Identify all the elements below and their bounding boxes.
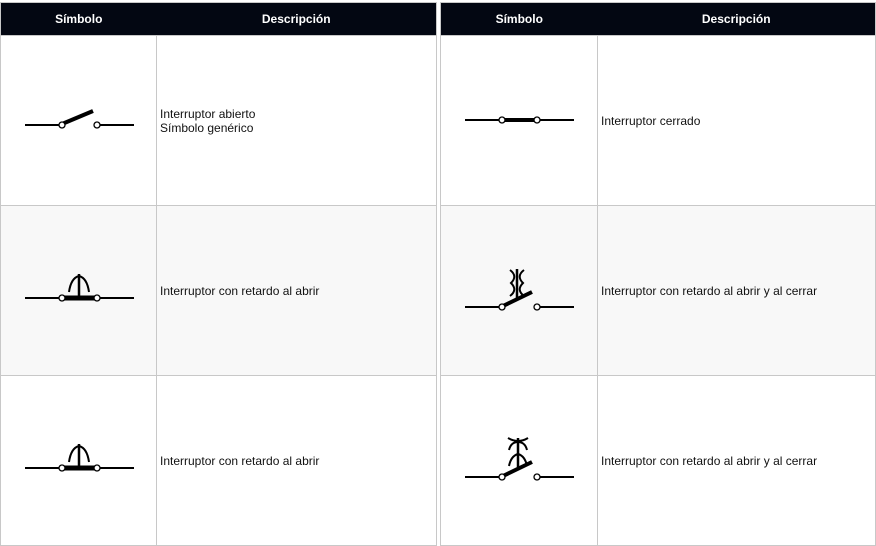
- description-line: Símbolo genérico: [160, 120, 254, 135]
- symbol-cell: [1, 376, 157, 546]
- symbol-cell: [441, 206, 598, 376]
- table-header-row: [441, 3, 876, 36]
- switch-delay-open-icon: [1, 376, 157, 545]
- description-line: Interruptor cerrado: [601, 113, 701, 128]
- description-cell: [157, 376, 437, 546]
- description-cell: [598, 36, 876, 206]
- description-cell: [157, 36, 437, 206]
- symbol-cell: [1, 36, 157, 206]
- description-line: Interruptor con retardo al abrir y al cerrar: [601, 453, 818, 468]
- table-row: [441, 376, 876, 546]
- symbols-table-right: [440, 2, 876, 546]
- description-cell: [598, 206, 876, 376]
- switch-delay-open-close-icon: [441, 206, 598, 375]
- switch-closed-icon: [441, 36, 598, 205]
- header-symbol: Símbolo: [495, 12, 543, 26]
- description-line: Interruptor con retardo al abrir: [160, 453, 320, 468]
- table-row: [1, 376, 437, 546]
- header-description: Descripción: [701, 12, 771, 26]
- table-row: [441, 36, 876, 206]
- table-row: [1, 206, 437, 376]
- switch-delay-open-icon: [1, 206, 157, 375]
- switch-open-icon: [1, 36, 157, 205]
- description-line: Interruptor con retardo al abrir y al cerrar: [601, 283, 818, 298]
- table-header-row: [1, 3, 437, 36]
- symbol-cell: [441, 36, 598, 206]
- header-symbol: Símbolo: [55, 12, 103, 26]
- table-row: [441, 206, 876, 376]
- description-line: Interruptor abierto: [160, 106, 256, 121]
- description-cell: [157, 206, 437, 376]
- table-row: [1, 36, 437, 206]
- header-description: Descripción: [261, 12, 331, 26]
- symbols-table-left: [0, 2, 437, 546]
- switch-delay-open-close-icon-alt: [441, 376, 598, 545]
- description-cell: [598, 376, 876, 546]
- symbol-cell: [1, 206, 157, 376]
- symbol-cell: [441, 376, 598, 546]
- description-line: Interruptor con retardo al abrir: [160, 283, 320, 298]
